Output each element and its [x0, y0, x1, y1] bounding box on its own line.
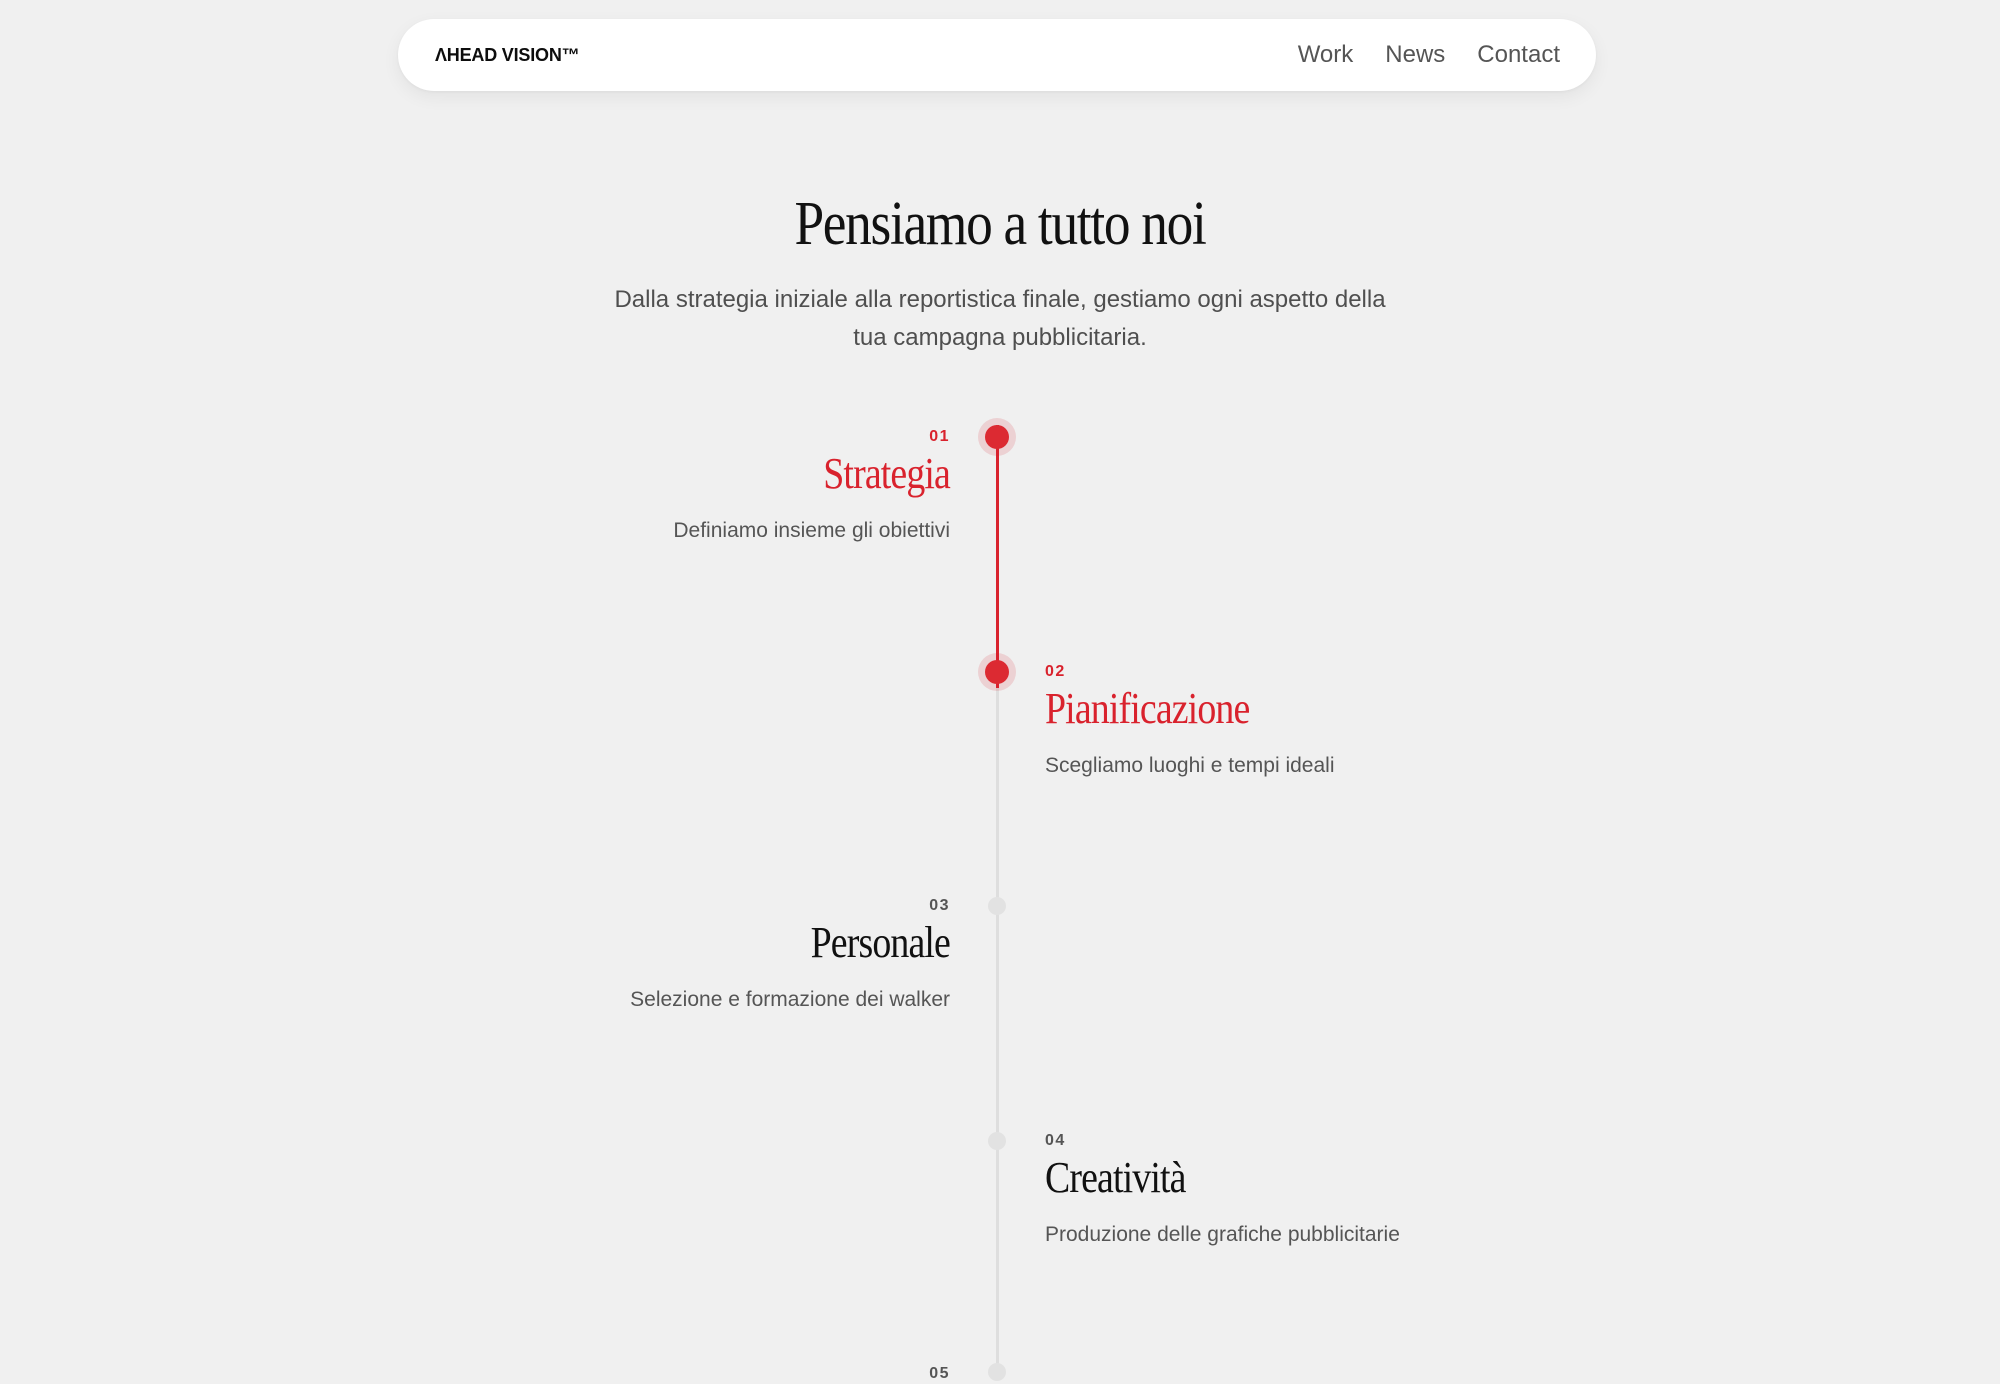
step-description: Scegliamo luoghi e tempi ideali [1045, 754, 1335, 777]
step-number: 04 [1045, 1132, 1066, 1149]
nav-links [1298, 40, 1560, 70]
navbar [398, 19, 1596, 91]
nav-link-work[interactable]: Work [1297, 41, 1354, 68]
timeline-dot-step-3 [988, 897, 1006, 915]
timeline-step-strategia [480, 427, 950, 545]
step-title: Creatività [1045, 1153, 1186, 1202]
step-title: Personale [810, 918, 950, 967]
step-number: 02 [1045, 663, 1066, 680]
brand-logo[interactable]: ΛHEAD VISION™ [435, 45, 580, 65]
timeline-dot-step-4 [988, 1132, 1006, 1150]
timeline-step-5 [480, 1364, 950, 1384]
timeline-step-creativita [1045, 1131, 1515, 1249]
timeline-dot-step-2 [978, 653, 1016, 691]
section-title: Pensiamo a tutto noi [794, 190, 1206, 258]
step-description: Produzione delle grafiche pubblicitarie [1045, 1223, 1400, 1246]
step-number: 03 [929, 897, 950, 914]
step-description: Selezione e formazione dei walker [630, 988, 950, 1011]
timeline-step-pianificazione [1045, 662, 1515, 780]
step-number: 01 [929, 428, 950, 445]
timeline-progress [996, 425, 999, 688]
step-number: 05 [929, 1365, 950, 1382]
step-title: Pianificazione [1045, 684, 1250, 733]
nav-link-contact[interactable]: Contact [1477, 41, 1560, 68]
timeline-dot-step-1 [978, 418, 1016, 456]
nav-link-news[interactable]: News [1385, 41, 1446, 68]
step-title: Strategia [823, 449, 950, 498]
section-subtitle: Dalla strategia iniziale alla reportistica finale, gestiamo ogni aspetto della tua campagna pubblicitaria. [614, 286, 1386, 351]
step-description: Definiamo insieme gli obiettivi [673, 519, 950, 542]
timeline-step-personale [480, 896, 950, 1014]
timeline-dot-step-5 [988, 1363, 1006, 1381]
